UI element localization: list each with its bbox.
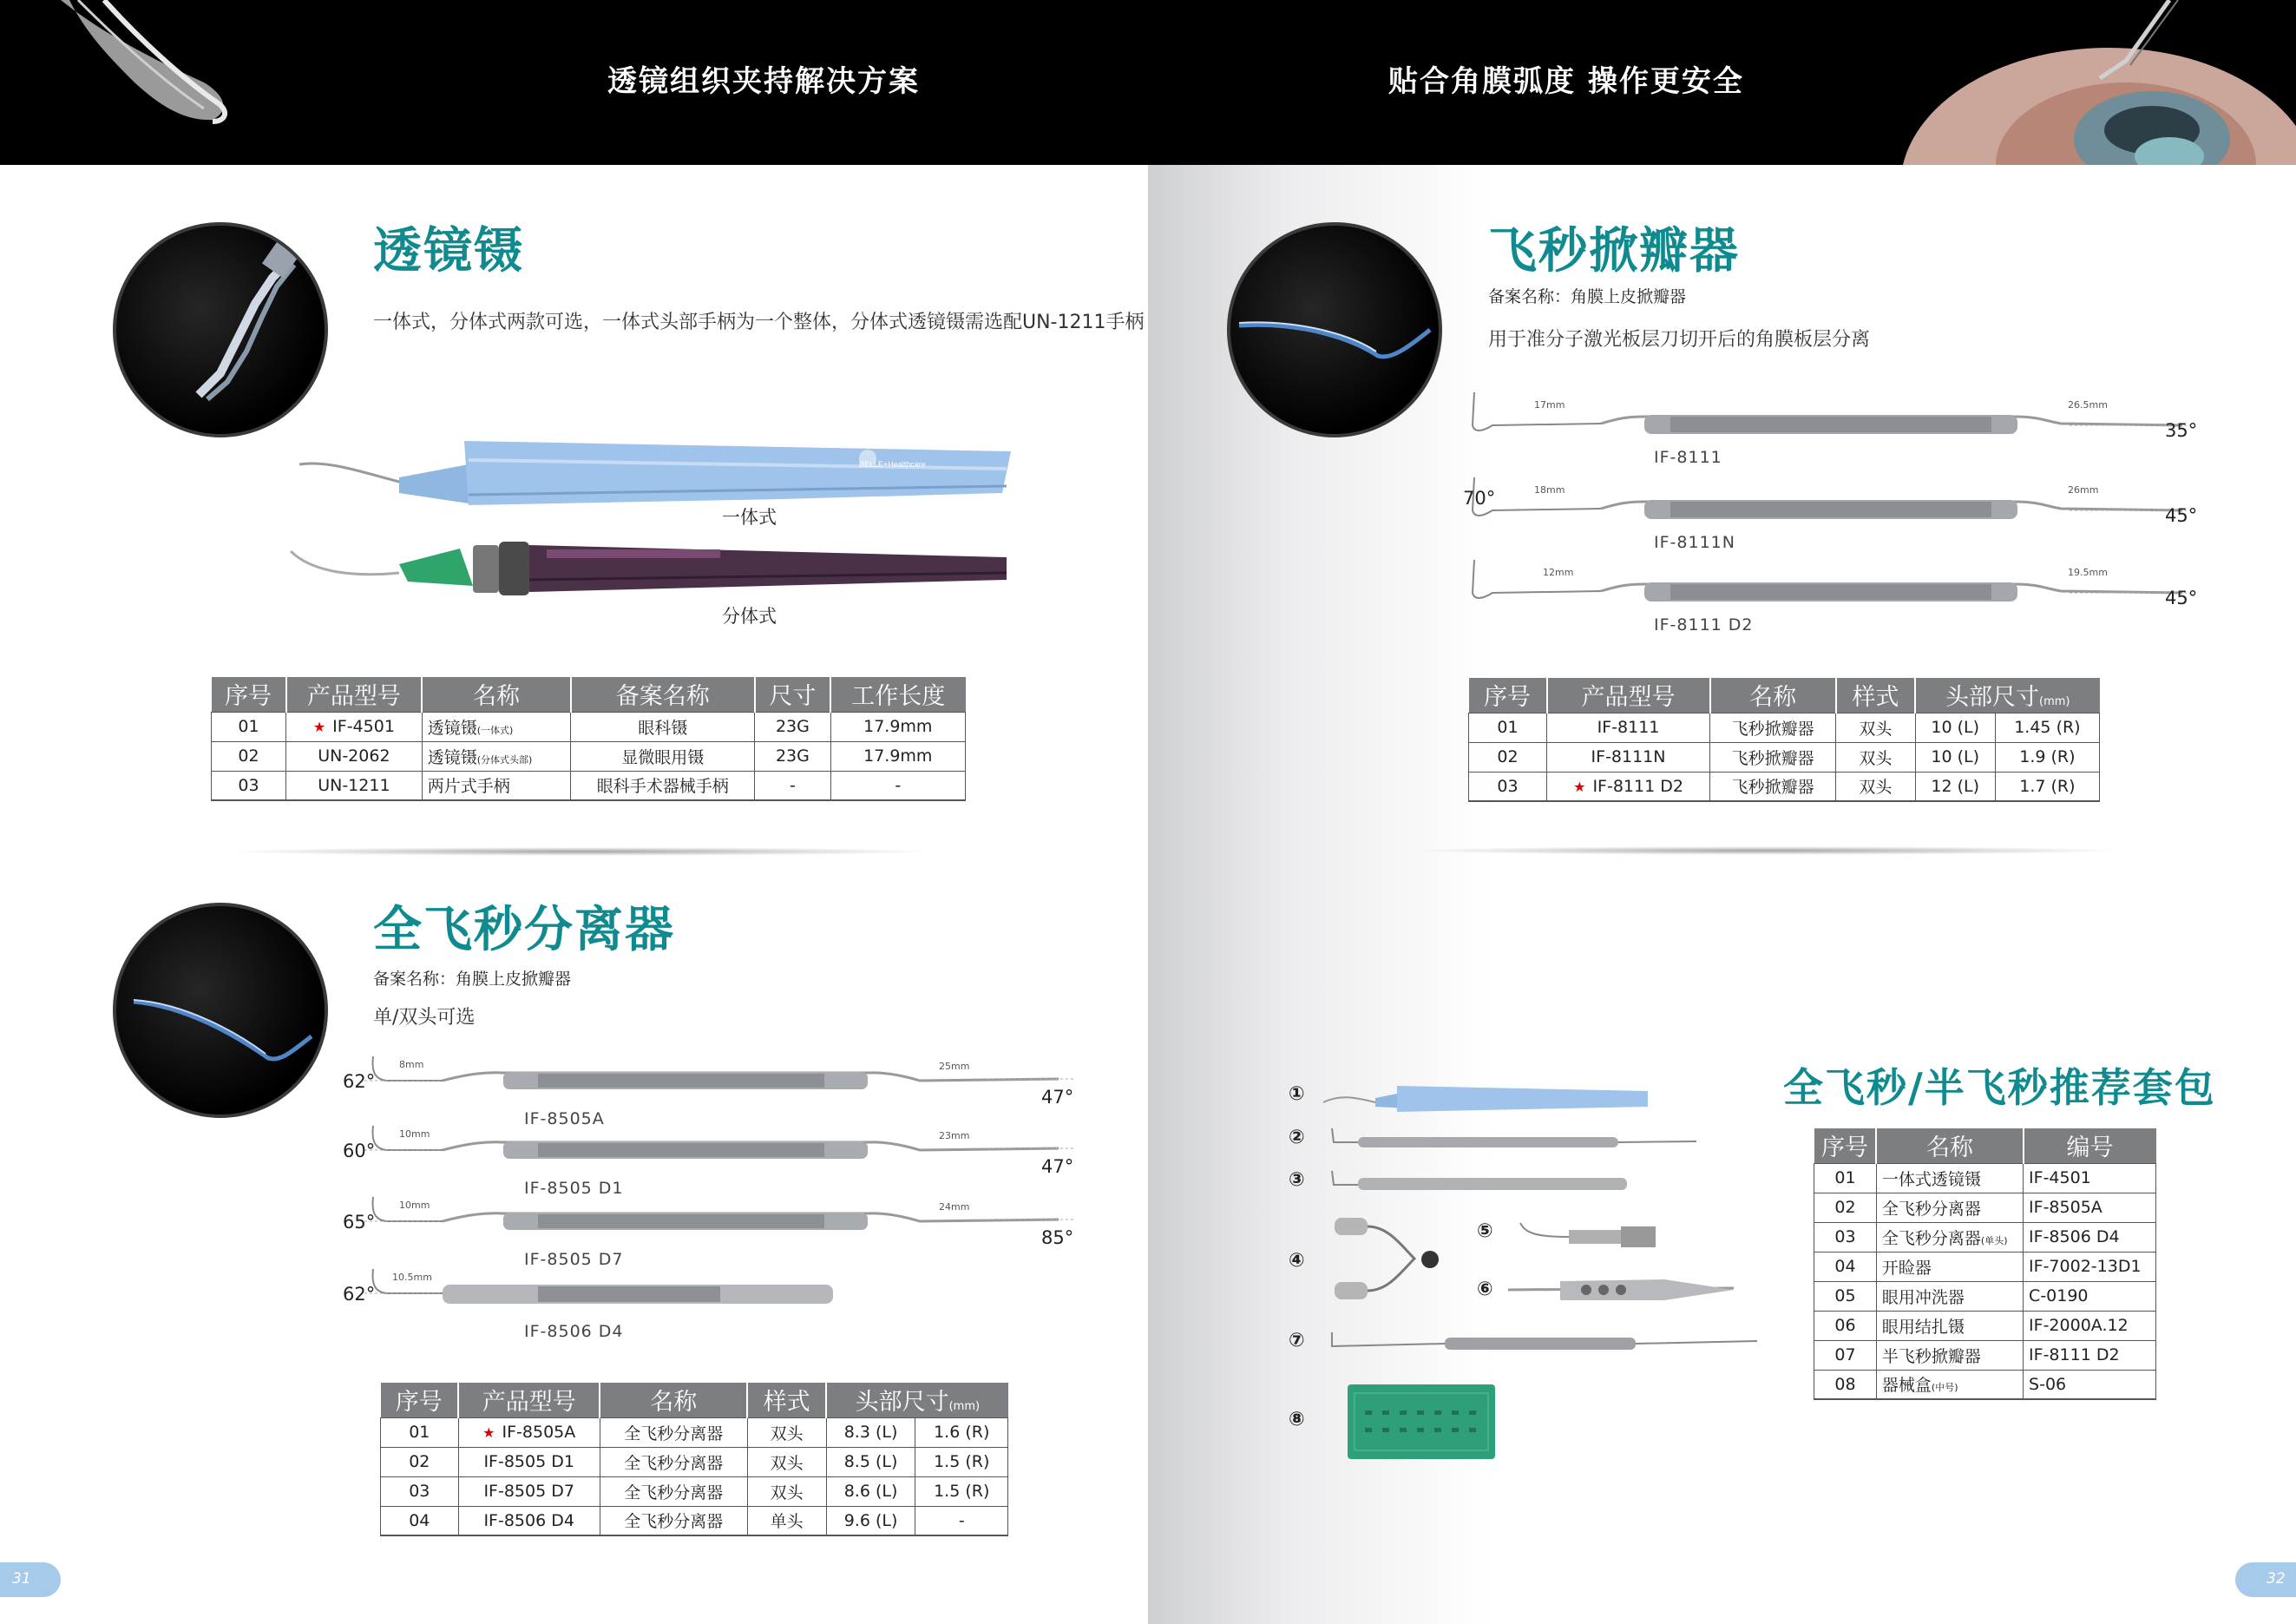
star-icon: ★ <box>1573 778 1586 795</box>
kit-item-number-5: ⑤ <box>1477 1220 1493 1242</box>
lens-forceps-closeup <box>113 222 328 437</box>
header-cell: 名称 <box>422 677 571 712</box>
cell-style: 单头 <box>747 1506 826 1535</box>
cell-style: 双头 <box>1836 742 1915 772</box>
kit-flap-lifter-image <box>1323 1331 1774 1357</box>
cell-no: 03 <box>1814 1222 1877 1252</box>
cell-length: 17.9mm <box>830 741 965 771</box>
cell-model <box>458 1506 600 1535</box>
table-row <box>381 1506 1008 1535</box>
kit-speculum-image <box>1328 1211 1449 1306</box>
flap-lifter-model-label: IF-8111 <box>1654 448 1722 467</box>
kit-item-number-1: ① <box>1289 1083 1305 1105</box>
cell-name <box>1876 1311 2023 1340</box>
separator-model-label: IF-8505 D7 <box>524 1250 624 1269</box>
cell-no: 01 <box>1814 1163 1877 1193</box>
full-femto-spec-table <box>380 1383 1008 1536</box>
left-angle-label: 70° <box>1463 488 1496 509</box>
kit-spec-table <box>1814 1128 2156 1400</box>
cell-right-size: 1.6 (R) <box>915 1417 1008 1447</box>
kit-item-number-4: ④ <box>1289 1250 1305 1272</box>
table-row <box>1814 1163 2156 1193</box>
cell-code: IF-7002-13D1 <box>2024 1252 2156 1281</box>
model-text: IF-8505A <box>502 1423 576 1442</box>
table-header-row <box>1814 1128 2156 1163</box>
page-number-text: 32 <box>2266 1570 2286 1588</box>
name-note: (单头) <box>1980 1234 2008 1246</box>
model-text: IF-8506 D4 <box>483 1510 574 1530</box>
cell-name: 飞秒掀瓣器 <box>1710 742 1836 772</box>
cell-no: 04 <box>381 1506 459 1535</box>
flap-lifter-model-label: IF-8111 D2 <box>1654 615 1754 634</box>
cell-model <box>1547 742 1710 772</box>
cell-right-size: 1.45 (R) <box>1995 713 2099 742</box>
cell-name <box>1876 1281 2023 1311</box>
kit-lens-forceps-image <box>1323 1081 1653 1115</box>
cell-size: 23G <box>755 712 830 741</box>
star-icon: ★ <box>482 1424 495 1441</box>
right-angle-label: 45° <box>2165 505 2198 526</box>
cell-reg: 显微眼用镊 <box>571 741 755 771</box>
right-length-label: 26mm <box>2068 484 2099 496</box>
cell-no: 02 <box>1814 1193 1877 1222</box>
header-cell: 工作长度 <box>830 677 965 712</box>
kit-title: 全飞秒/半飞秒推荐套包 <box>1783 1064 2216 1111</box>
cell-reg: 眼科手术器械手柄 <box>571 771 755 800</box>
kit-item-number-6: ⑥ <box>1477 1279 1493 1300</box>
header-cell: 序号 <box>1469 678 1547 713</box>
model-text: IF-8505 D7 <box>483 1482 574 1501</box>
full-femto-table-body <box>381 1417 1008 1535</box>
header-cell: 样式 <box>747 1383 826 1417</box>
cell-no: 01 <box>381 1417 459 1447</box>
cell-model: UN-1211 <box>286 771 423 800</box>
cell-name <box>1876 1370 2023 1399</box>
header-cell: 产品型号 <box>458 1383 600 1417</box>
cell-no: 03 <box>381 1476 459 1506</box>
cell-no: 04 <box>1814 1252 1877 1281</box>
unit-text: (mm) <box>2039 695 2070 709</box>
flap-lifter-tip-icon <box>1230 226 1442 437</box>
left-length-label: 8mm <box>399 1059 424 1070</box>
name-text: 器械盒 <box>1881 1376 1932 1396</box>
table-row <box>381 1417 1008 1447</box>
table-row <box>1814 1340 2156 1370</box>
table-row <box>1814 1281 2156 1311</box>
section-divider <box>1406 846 2126 855</box>
cell-model <box>458 1476 600 1506</box>
table-row <box>1469 772 2100 801</box>
kit-separator-image <box>1323 1127 1705 1153</box>
cell-name: 全飞秒分离器 <box>600 1447 747 1476</box>
kit-item-number-3: ③ <box>1289 1169 1305 1191</box>
header-cell: 产品型号 <box>286 677 423 712</box>
forceps-tip-icon <box>116 226 328 437</box>
cell-name <box>422 712 571 741</box>
name-text: 透镜镊 <box>427 747 477 767</box>
cell-name: 全飞秒分离器 <box>600 1506 747 1535</box>
header-cell: 备案名称 <box>571 677 755 712</box>
header-cell: 序号 <box>381 1383 459 1417</box>
cell-name <box>1876 1163 2023 1193</box>
kit-single-separator-image <box>1323 1169 1636 1195</box>
header-left-title: 透镜组织夹持解决方案 <box>607 64 920 99</box>
right-angle-label: 45° <box>2165 588 2198 608</box>
cell-reg: 眼科镊 <box>571 712 755 741</box>
femto-flap-lifter-closeup <box>1227 222 1442 437</box>
header-text: 头部尺寸 <box>1945 684 2040 712</box>
cell-left-size: 10 (L) <box>1915 742 1995 772</box>
table-row <box>1814 1222 2156 1252</box>
left-length-label: 10mm <box>399 1200 430 1211</box>
right-length-label: 26.5mm <box>2068 399 2108 411</box>
kit-item-number-2: ② <box>1289 1127 1305 1148</box>
page-number-right <box>2235 1562 2296 1597</box>
model-text: IF-8111N <box>1591 747 1666 766</box>
cell-code: IF-8505A <box>2024 1193 2156 1222</box>
cell-style: 双头 <box>747 1417 826 1447</box>
name-note: (分体式头部) <box>476 753 533 766</box>
header-cell <box>826 1383 1007 1417</box>
cell-length: 17.9mm <box>830 712 965 741</box>
name-text: 全飞秒分离器 <box>1881 1228 1981 1248</box>
cell-right-size: 1.7 (R) <box>1995 772 2099 801</box>
name-text: 开睑器 <box>1881 1258 1932 1278</box>
cell-code: IF-8111 D2 <box>2024 1340 2156 1370</box>
name-text: 眼用结扎镊 <box>1881 1317 1965 1337</box>
right-angle-label: 85° <box>1041 1227 1074 1248</box>
femto-flap-spec-table <box>1468 678 2100 802</box>
cell-no: 03 <box>1469 772 1547 801</box>
femto-flap-lifter-title: 飞秒掀瓣器 <box>1488 223 1740 279</box>
cell-left-size: 12 (L) <box>1915 772 1995 801</box>
cell-no: 02 <box>1469 742 1547 772</box>
kit-instrument-box-image <box>1348 1384 1495 1459</box>
cell-model <box>458 1447 600 1476</box>
cell-name: 全飞秒分离器 <box>600 1476 747 1506</box>
right-angle-label: 47° <box>1041 1087 1074 1108</box>
cell-name <box>1876 1340 2023 1370</box>
lens-forceps-spec-table <box>211 677 966 801</box>
cell-code: S-06 <box>2024 1370 2156 1399</box>
table-header-row <box>1469 678 2100 713</box>
table-row <box>1814 1252 2156 1281</box>
cell-right-size: 1.5 (R) <box>915 1476 1008 1506</box>
femto-flap-description: 用于准分子激光板层刀切开后的角膜板层分离 <box>1488 329 1871 351</box>
header-right-title: 贴合角膜弧度 操作更安全 <box>1388 64 1744 99</box>
header-band <box>0 0 2296 165</box>
header-cell <box>1915 678 2099 713</box>
header-cell: 名称 <box>1876 1128 2023 1163</box>
model-text: IF-8111 <box>1597 718 1660 737</box>
cell-name: 两片式手柄 <box>422 771 571 800</box>
cell-no: 02 <box>212 741 286 771</box>
table-header-row <box>212 677 966 712</box>
cell-code: IF-8506 D4 <box>2024 1222 2156 1252</box>
cell-name: 全飞秒分离器 <box>600 1417 747 1447</box>
kit-item-number-7: ⑦ <box>1289 1330 1305 1351</box>
cell-no: 03 <box>212 771 286 800</box>
cell-name <box>1876 1222 2023 1252</box>
header-text: 头部尺寸 <box>855 1389 949 1417</box>
separator-tip-icon <box>116 906 328 1118</box>
full-femto-option: 单/双头可选 <box>373 1007 476 1029</box>
cell-model: UN-2062 <box>286 741 423 771</box>
table-row <box>1469 742 2100 772</box>
cell-no: 01 <box>212 712 286 741</box>
cell-model <box>286 712 423 741</box>
kit-tying-forceps-image <box>1508 1274 1751 1309</box>
name-text: 全飞秒分离器 <box>1881 1199 1981 1219</box>
separator-instrument-image <box>364 1267 1076 1319</box>
right-angle-label: 47° <box>1041 1156 1074 1177</box>
cell-no: 07 <box>1814 1340 1877 1370</box>
lens-forceps-header-image <box>52 0 399 165</box>
table-row <box>212 741 966 771</box>
full-femto-separator-title: 全飞秒分离器 <box>373 902 675 958</box>
cell-style: 双头 <box>747 1447 826 1476</box>
right-length-label: 25mm <box>939 1061 970 1072</box>
table-row <box>1814 1311 2156 1340</box>
integrated-lens-forceps-image <box>295 434 1024 521</box>
cell-model <box>458 1417 600 1447</box>
cell-left-size: 8.3 (L) <box>826 1417 915 1447</box>
kit-irrigator-image <box>1517 1220 1673 1254</box>
right-angle-label: 35° <box>2165 420 2198 441</box>
unit-text: (mm) <box>948 1400 981 1414</box>
cell-no: 05 <box>1814 1281 1877 1311</box>
lens-forceps-title: 透镜镊 <box>373 223 524 279</box>
table-row <box>381 1476 1008 1506</box>
separator-model-label: IF-8505A <box>524 1109 605 1128</box>
cell-name <box>1876 1252 2023 1281</box>
lens-forceps-description: 一体式，分体式两款可选，一体式头部手柄为一个整体，分体式透镜镊需选配UN-1211手柄 <box>373 312 1145 333</box>
header-cell: 编号 <box>2024 1128 2156 1163</box>
cell-no: 06 <box>1814 1311 1877 1340</box>
cell-code: IF-2000A.12 <box>2024 1311 2156 1340</box>
cell-length: - <box>830 771 965 800</box>
table-row <box>1469 713 2100 742</box>
cell-name: 飞秒掀瓣器 <box>1710 713 1836 742</box>
femto-flap-table-body <box>1469 713 2100 801</box>
table-row <box>212 771 966 800</box>
cell-no: 01 <box>1469 713 1547 742</box>
right-length-label: 23mm <box>939 1130 970 1141</box>
brand-mark-1: BELLE+Healthcare <box>859 460 926 469</box>
left-length-label: 10.5mm <box>392 1272 432 1283</box>
header-cell: 产品型号 <box>1547 678 1710 713</box>
page-number-text: 31 <box>12 1570 31 1588</box>
cell-right-size: 1.9 (R) <box>1995 742 2099 772</box>
left-angle-label: 65° <box>343 1212 376 1233</box>
cell-size: - <box>755 771 830 800</box>
caption-split: 分体式 <box>722 606 777 627</box>
left-length-label: 10mm <box>399 1128 430 1140</box>
cell-left-size: 10 (L) <box>1915 713 1995 742</box>
name-note: (一体式) <box>476 724 514 736</box>
model-text: IF-8111 D2 <box>1592 776 1683 796</box>
cell-right-size: - <box>915 1506 1008 1535</box>
cell-size: 23G <box>755 741 830 771</box>
name-text: 一体式透镜镊 <box>1881 1169 1981 1189</box>
model-text: IF-4501 <box>332 717 395 736</box>
name-text: 透镜镊 <box>427 718 477 738</box>
cell-left-size: 8.6 (L) <box>826 1476 915 1506</box>
page-number-left <box>0 1562 61 1597</box>
left-length-label: 18mm <box>1534 484 1565 496</box>
caption-integrated: 一体式 <box>722 507 777 528</box>
cell-name: 飞秒掀瓣器 <box>1710 772 1836 801</box>
name-text: 半飞秒掀瓣器 <box>1881 1346 1981 1366</box>
star-icon: ★ <box>312 719 326 735</box>
cell-style: 双头 <box>1836 713 1915 742</box>
kit-item-number-8: ⑧ <box>1289 1409 1305 1430</box>
name-text: 眼用冲洗器 <box>1881 1287 1965 1307</box>
table-row <box>381 1447 1008 1476</box>
table-row <box>212 712 966 741</box>
header-cell: 尺寸 <box>755 677 830 712</box>
kit-table-body <box>1814 1163 2156 1399</box>
cell-code: C-0190 <box>2024 1281 2156 1311</box>
cell-no: 02 <box>381 1447 459 1476</box>
full-femto-registration: 备案名称：角膜上皮掀瓣器 <box>373 970 572 989</box>
flap-lifter-model-label: IF-8111N <box>1654 533 1735 552</box>
header-cell: 名称 <box>600 1383 747 1417</box>
header-cell: 样式 <box>1836 678 1915 713</box>
left-angle-label: 62° <box>343 1071 376 1092</box>
table-header-row <box>381 1383 1008 1417</box>
section-divider <box>226 847 937 856</box>
cell-left-size: 8.5 (L) <box>826 1447 915 1476</box>
full-femto-separator-closeup <box>113 903 328 1118</box>
cell-model <box>1547 713 1710 742</box>
table-row <box>1814 1193 2156 1222</box>
name-note: (中号) <box>1931 1382 1958 1394</box>
header-cell: 序号 <box>1814 1128 1877 1163</box>
right-length-label: 19.5mm <box>2068 567 2108 578</box>
left-angle-label: 60° <box>343 1141 376 1161</box>
eye-surgery-header-image <box>1892 0 2204 165</box>
cell-model <box>1547 772 1710 801</box>
femto-flap-registration: 备案名称：角膜上皮掀瓣器 <box>1488 287 1687 306</box>
separator-model-label: IF-8505 D1 <box>524 1179 624 1198</box>
cell-name <box>422 741 571 771</box>
cell-style: 双头 <box>1836 772 1915 801</box>
table-row <box>1814 1370 2156 1399</box>
model-text: IF-8505 D1 <box>483 1452 574 1471</box>
left-angle-label: 62° <box>343 1284 376 1305</box>
left-length-label: 17mm <box>1534 399 1565 411</box>
cell-no: 08 <box>1814 1370 1877 1399</box>
cell-code: IF-4501 <box>2024 1163 2156 1193</box>
cell-right-size: 1.5 (R) <box>915 1447 1008 1476</box>
right-length-label: 24mm <box>939 1201 970 1213</box>
cell-left-size: 9.6 (L) <box>826 1506 915 1535</box>
split-lens-forceps-image <box>286 538 1015 608</box>
left-length-label: 12mm <box>1543 567 1574 578</box>
header-cell: 序号 <box>212 677 286 712</box>
separator-model-label: IF-8506 D4 <box>524 1322 624 1341</box>
cell-name <box>1876 1193 2023 1222</box>
cell-style: 双头 <box>747 1476 826 1506</box>
header-cell: 名称 <box>1710 678 1836 713</box>
